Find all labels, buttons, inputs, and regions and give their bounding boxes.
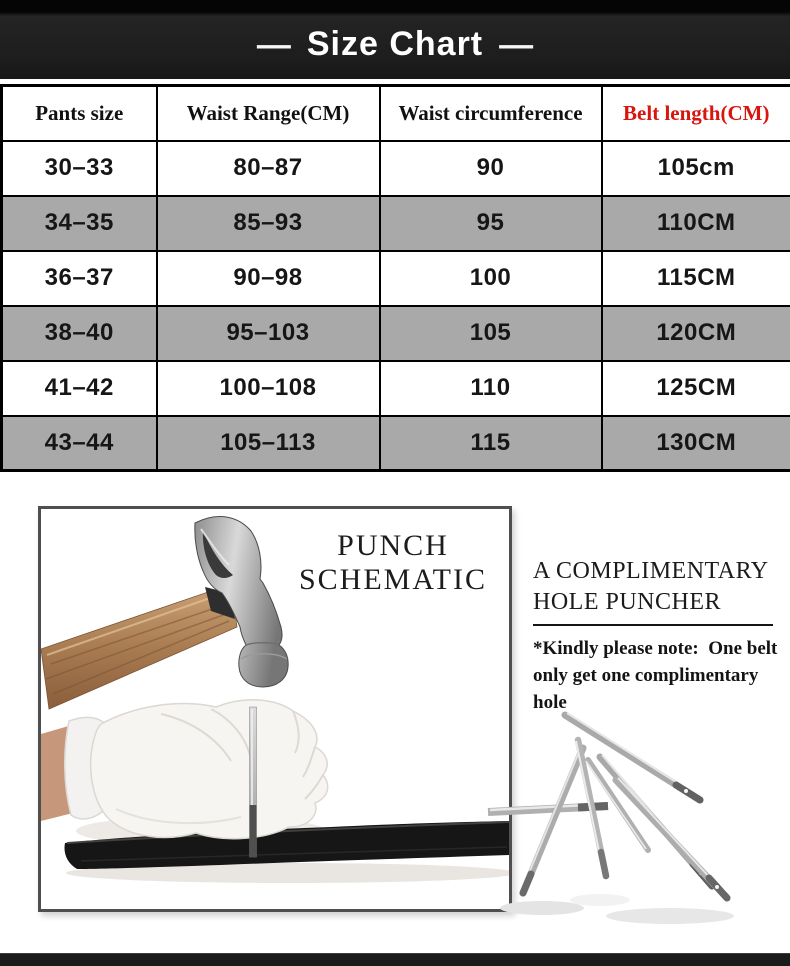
waist-range-value: 100–108	[157, 361, 380, 416]
waist-range-value: 80–87	[157, 141, 380, 196]
banner-dash-left: —	[256, 25, 291, 64]
page-title: Size Chart	[306, 25, 484, 63]
waist-range-value: 105–113	[157, 416, 380, 471]
size-table-row	[2, 416, 790, 471]
waist-range-value: 90–98	[157, 251, 380, 306]
punch-schematic-panel	[38, 506, 512, 912]
punch-pin-illustration	[250, 707, 257, 857]
column-header-belt-length: Belt length(CM)	[602, 86, 790, 141]
punch-title	[299, 529, 487, 596]
waist-range-value: 85–93	[157, 196, 380, 251]
size-table-header-row	[2, 86, 790, 141]
column-header-waist-range: Waist Range(CM)	[157, 86, 380, 141]
size-table-row	[2, 251, 790, 306]
pants-size-value: 43–44	[2, 416, 157, 471]
complimentary-heading-line1: A COMPLIMENTARY	[533, 558, 769, 584]
belt-length-value: 125CM	[602, 361, 790, 416]
size-table-row	[2, 361, 790, 416]
note-line-2: only get one complimentary hole	[533, 665, 764, 713]
waist-circumference-value: 110	[380, 361, 602, 416]
belt-length-value: 130CM	[602, 416, 790, 471]
bottom-black-bar	[0, 953, 790, 966]
waist-circumference-value: 115	[380, 416, 602, 471]
size-table-row	[2, 141, 790, 196]
pants-size-value: 41–42	[2, 361, 157, 416]
waist-circumference-value: 105	[380, 306, 602, 361]
size-table-row	[2, 196, 790, 251]
column-header-pants-size: Pants size	[2, 86, 157, 141]
heading-underline	[533, 624, 773, 626]
pants-size-value: 34–35	[2, 196, 157, 251]
glove-hand-illustration	[41, 700, 328, 839]
waist-circumference-value: 100	[380, 251, 602, 306]
punch-title-line2: SCHEMATIC	[298, 563, 488, 596]
size-table-row	[2, 306, 790, 361]
belt-length-value: 110CM	[602, 196, 790, 251]
pants-size-value: 38–40	[2, 306, 157, 361]
hammer-illustration	[41, 517, 288, 709]
column-header-waist-circumference: Waist circumference	[380, 86, 602, 141]
banner-dash-right: —	[499, 25, 534, 64]
belt-length-value: 115CM	[602, 251, 790, 306]
punch-info-section	[0, 488, 790, 953]
complimentary-heading-line2: HOLE PUNCHER	[533, 589, 722, 615]
hammer-punch-illustration	[41, 509, 509, 909]
hole-puncher-tools-illustration	[480, 686, 790, 954]
size-chart-banner	[0, 0, 790, 79]
size-table	[0, 84, 790, 472]
punch-title-line1: PUNCH	[337, 529, 449, 562]
pants-size-value: 36–37	[2, 251, 157, 306]
waist-circumference-value: 90	[380, 141, 602, 196]
belt-length-value: 105cm	[602, 141, 790, 196]
note-line-1: *Kindly please note: One belt	[533, 638, 778, 659]
punch-rod	[522, 747, 583, 893]
waist-range-value: 95–103	[157, 306, 380, 361]
belt-length-value: 120CM	[602, 306, 790, 361]
punch-rod	[616, 778, 727, 898]
pants-size-value: 30–33	[2, 141, 157, 196]
waist-circumference-value: 95	[380, 196, 602, 251]
